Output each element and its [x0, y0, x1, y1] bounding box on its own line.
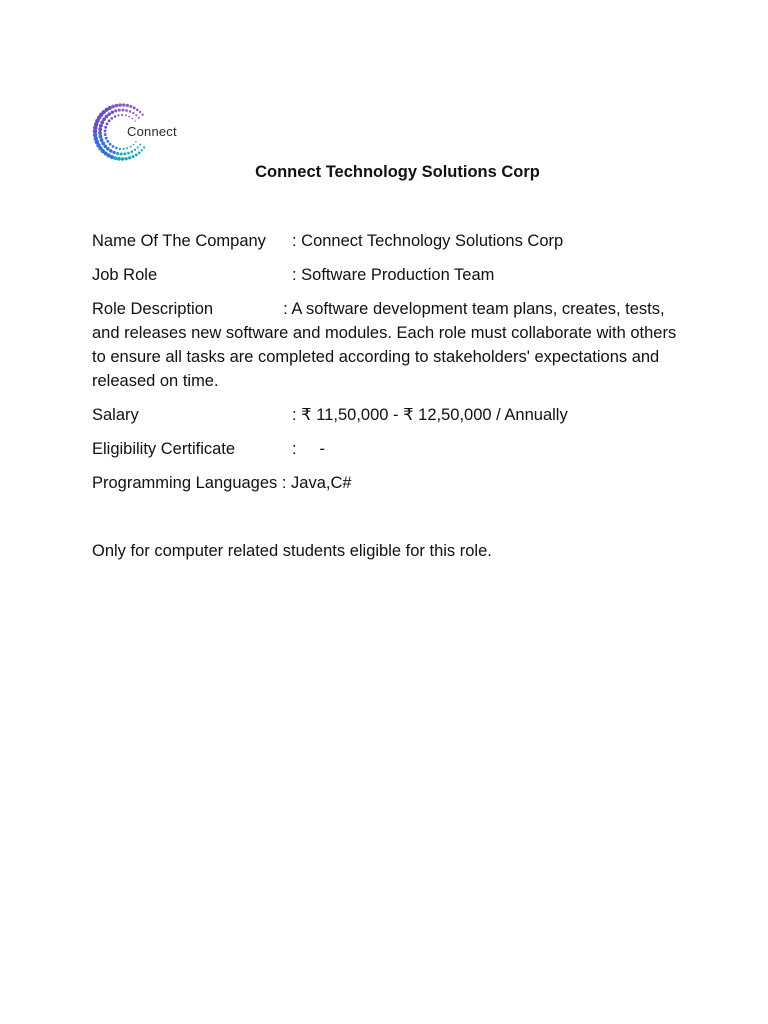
logo-dot — [112, 151, 115, 154]
logo-dot — [106, 147, 110, 151]
logo-dot — [123, 152, 126, 155]
logo-dot — [106, 122, 109, 125]
job-details — [92, 229, 682, 563]
logo-dot — [132, 112, 134, 114]
document-title: Connect Technology Solutions Corp — [255, 163, 540, 181]
role-description-value: : A software development team plans, creates, tests, and releases new software and modules. Each role must collaborate with others to ensure all tasks are completed according to stakeholders' expectations and released on time. — [92, 300, 677, 390]
logo-dot — [109, 143, 112, 146]
logo-dot — [135, 153, 138, 156]
logo-dot — [99, 135, 103, 139]
logo-dot — [121, 157, 125, 161]
logo-dot — [134, 120, 135, 121]
logo-dot — [127, 152, 130, 155]
logo-dot — [105, 137, 108, 140]
logo-dot — [138, 117, 140, 119]
logo-dot — [124, 157, 127, 160]
logo-dot — [102, 117, 106, 121]
salary-label: Salary — [92, 406, 139, 424]
logo-dot — [104, 133, 107, 136]
eligibility-row — [92, 437, 682, 461]
logo-dot — [130, 146, 132, 148]
logo-dot — [115, 147, 118, 150]
logo-dot — [114, 109, 117, 112]
logo-dot — [113, 156, 117, 160]
logo-dot — [108, 120, 111, 123]
salary-value: : ₹ 11,50,000 - ₹ 12,50,000 / Annually — [292, 406, 568, 424]
logo-dot — [122, 103, 125, 106]
logo-dot — [119, 148, 121, 150]
languages-row — [92, 471, 682, 495]
logo-dot — [137, 146, 139, 148]
logo-dot — [142, 114, 144, 116]
logo-dot — [118, 109, 121, 112]
logo-dot — [143, 146, 145, 148]
logo-dot — [123, 148, 125, 150]
logo-dot — [105, 115, 109, 119]
company-logo — [90, 102, 200, 166]
logo-dot — [117, 157, 121, 161]
company-row — [92, 229, 682, 253]
logo-dot — [104, 129, 107, 132]
logo-dot — [100, 138, 104, 142]
logo-dot — [125, 114, 127, 116]
logo-dot — [129, 110, 132, 113]
logo-dot — [134, 149, 136, 151]
logo-dot — [135, 141, 136, 142]
logo-dot — [120, 152, 123, 155]
logo-dot — [129, 105, 132, 108]
logo-dot — [133, 106, 136, 109]
languages-value: : Java,C# — [277, 474, 352, 492]
logo-dot — [98, 127, 102, 131]
logo-dot — [131, 150, 134, 153]
logo-wordmark: Connect — [127, 124, 177, 139]
logo-dot — [126, 147, 128, 149]
logo-dot — [132, 155, 135, 158]
logo-dot — [111, 105, 115, 109]
logo-dot — [112, 145, 115, 148]
languages-label: Programming Languages — [92, 474, 278, 492]
role-description-row — [92, 297, 682, 393]
eligibility-value: : - — [292, 440, 325, 458]
logo-dot — [136, 108, 139, 111]
logo-dot — [103, 144, 107, 148]
logo-dot — [107, 112, 110, 115]
logo-dot — [132, 118, 134, 120]
logo-dot — [106, 140, 109, 143]
logo-dot — [125, 109, 128, 112]
logo-dot — [122, 109, 125, 112]
logo-dot — [114, 115, 117, 118]
company-value: : Connect Technology Solutions Corp — [292, 232, 564, 250]
logo-dot — [116, 152, 119, 155]
logo-dot — [98, 131, 102, 135]
logo-dot — [104, 126, 107, 129]
salary-row — [92, 403, 682, 427]
job-role-value: : Software Production Team — [292, 266, 495, 284]
logo-dot — [128, 156, 131, 159]
logo-dot — [101, 141, 105, 145]
logo-dot — [128, 116, 130, 118]
logo-dot — [108, 106, 112, 110]
logo-dot — [138, 151, 141, 154]
logo-dot — [117, 114, 119, 116]
job-role-label: Job Role — [92, 266, 158, 284]
logo-dot — [118, 103, 122, 107]
logo-dot — [135, 114, 137, 116]
logo-dot — [100, 120, 104, 124]
logo-dot — [139, 144, 141, 146]
logo-dot — [126, 104, 129, 107]
logo-dot — [99, 124, 103, 128]
logo-dot — [141, 149, 143, 151]
logo-dot — [133, 144, 135, 146]
eligibility-label: Eligibility Certificate — [92, 440, 236, 458]
job-role-row — [92, 263, 682, 287]
logo-dot — [121, 114, 123, 116]
logo-dot — [111, 111, 114, 114]
logo-dot — [139, 111, 141, 113]
company-label: Name Of The Company — [92, 232, 266, 250]
logo-dot — [115, 104, 119, 108]
logo-dot — [109, 149, 112, 152]
logo-dot — [111, 117, 114, 120]
eligibility-note: Only for computer related students eligible for this role. — [92, 542, 492, 560]
role-description-label: Role Description — [92, 300, 214, 318]
